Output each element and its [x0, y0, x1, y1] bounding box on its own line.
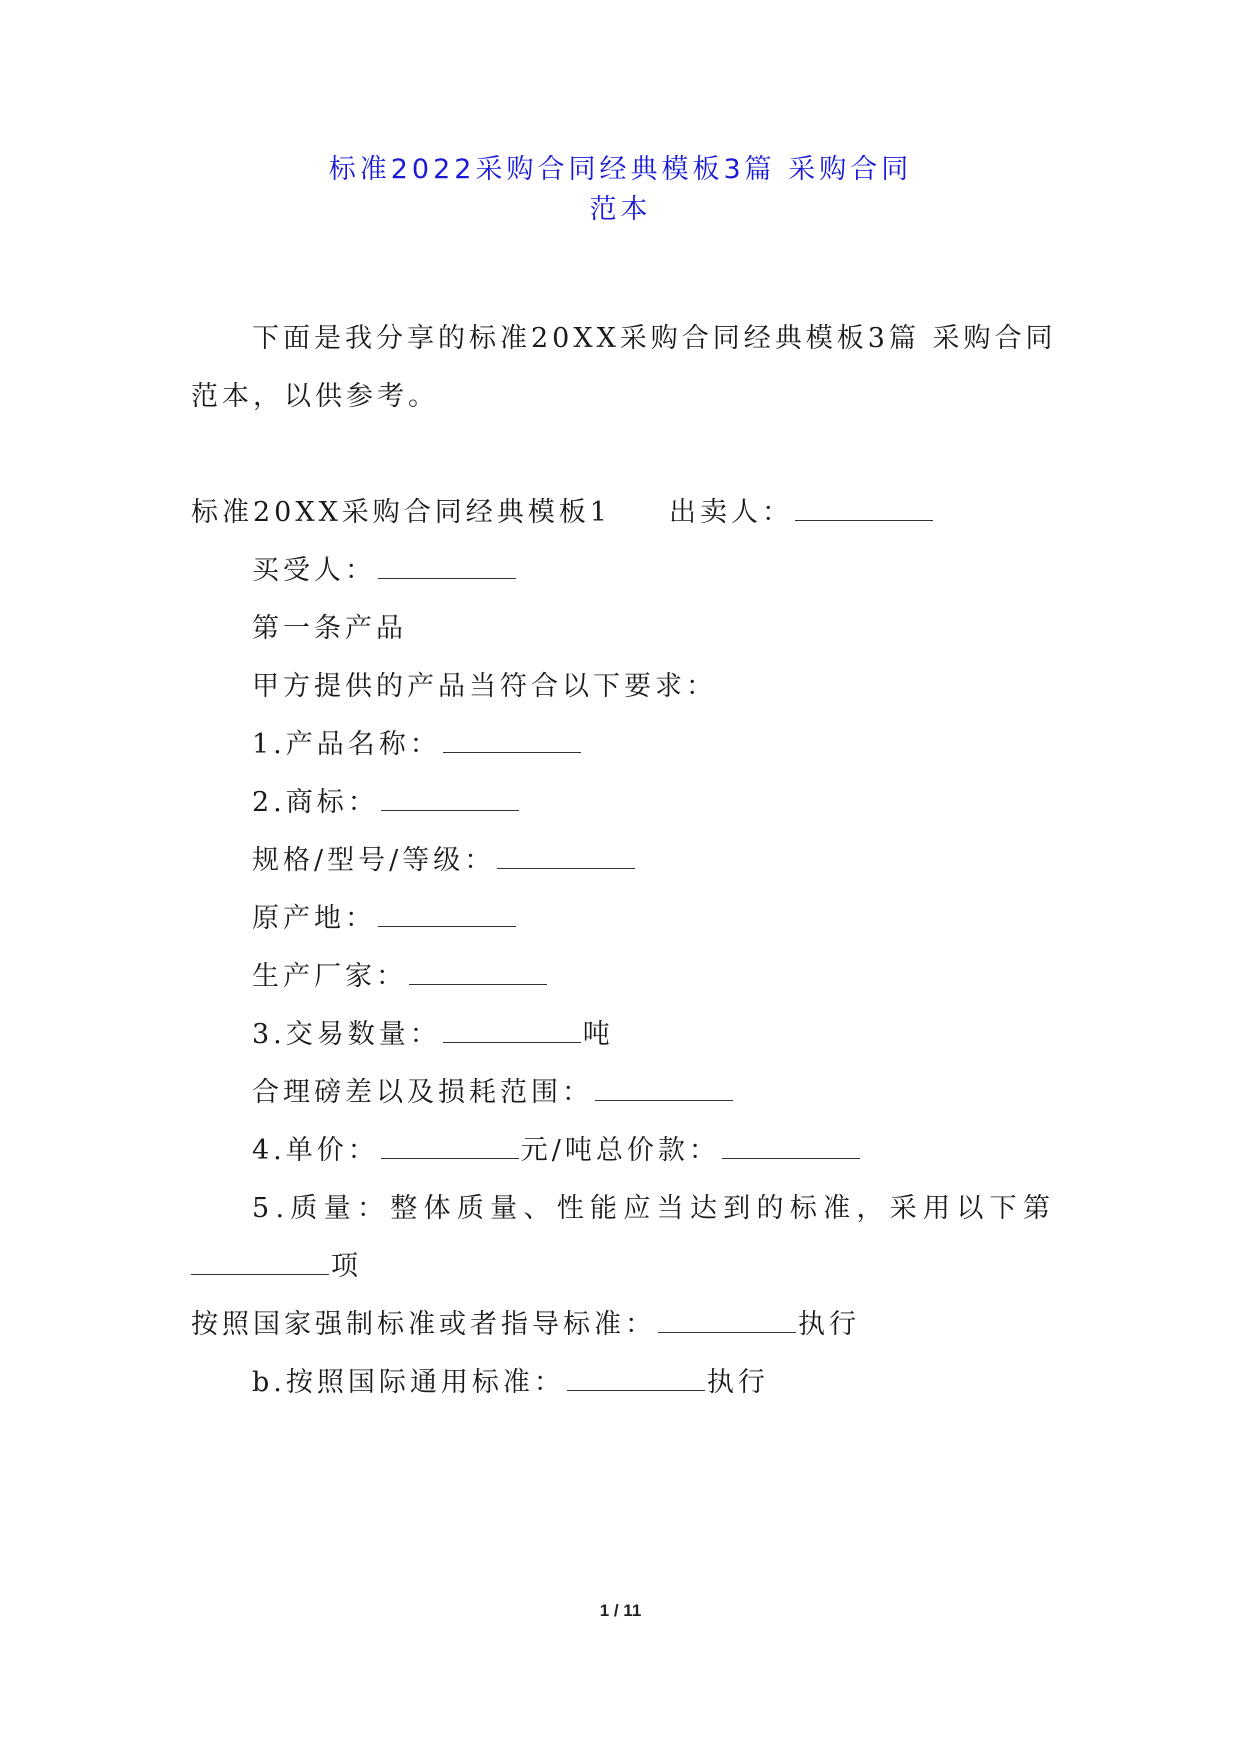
intl-standard-row: [252, 1363, 769, 1403]
title-line-2: 范本: [589, 194, 652, 225]
quality-line-1: 5.质量：整体质量、性能应当达到的标准，采用以下第: [252, 1193, 1057, 1224]
national-standard-label: 按照国家强制标准或者指导标准：: [191, 1309, 656, 1340]
product-name-row: [252, 725, 583, 765]
title-line-1: 标准2022采购合同经典模板3篇 采购合同: [328, 154, 913, 185]
seller-blank: [795, 494, 933, 521]
tolerance-row: [252, 1073, 735, 1113]
spec-label: 规格/型号/等级：: [252, 845, 496, 876]
quantity-row: [252, 1015, 614, 1055]
trademark-label: 2.商标：: [252, 787, 379, 818]
intl-standard-blank: [567, 1364, 705, 1391]
price-label: 4.单价：: [252, 1135, 379, 1166]
national-standard-execute: 执行: [798, 1309, 860, 1340]
product-name-blank: [443, 726, 581, 753]
trademark-blank: [381, 784, 519, 811]
contract-heading-row: [191, 493, 935, 533]
origin-label: 原产地：: [252, 903, 376, 934]
manufacturer-blank: [409, 958, 547, 985]
requirement-line: 甲方提供的产品当符合以下要求：: [252, 671, 717, 702]
quantity-unit: 吨: [582, 1019, 614, 1050]
national-standard-row: [191, 1305, 860, 1345]
product-name-label: 1.产品名称：: [252, 729, 441, 760]
quality-blank: [191, 1248, 329, 1275]
spec-blank: [497, 842, 635, 869]
national-standard-blank: [658, 1306, 796, 1333]
document-title: [150, 150, 1091, 230]
intl-standard-label: b.按照国际通用标准：: [252, 1367, 565, 1398]
intro-line-2: 范本，以供参考。: [191, 381, 439, 412]
seller-label: 出卖人：: [668, 497, 793, 528]
intl-standard-execute: 执行: [706, 1367, 769, 1398]
buyer-label: 买受人：: [252, 555, 376, 586]
tolerance-label: 合理磅差以及损耗范围：: [252, 1077, 593, 1108]
buyer-blank: [378, 552, 516, 579]
spec-row: [252, 841, 637, 881]
total-price-blank: [722, 1132, 860, 1159]
quantity-blank: [443, 1016, 581, 1043]
trademark-row: [252, 783, 521, 823]
manufacturer-label: 生产厂家：: [252, 961, 407, 992]
price-blank: [381, 1132, 519, 1159]
origin-blank: [378, 900, 516, 927]
quality-line-2: [191, 1247, 362, 1287]
buyer-row: [252, 551, 518, 591]
price-unit: 元/吨总价款：: [520, 1135, 720, 1166]
quality-item-suffix: 项: [331, 1251, 362, 1282]
article-1: 第一条产品: [252, 613, 407, 644]
page-number: 1 / 11: [599, 1601, 642, 1620]
quantity-label: 3.交易数量：: [252, 1019, 441, 1050]
intro-line-1: 下面是我分享的标准20XX采购合同经典模板3篇 采购合同: [252, 323, 1057, 354]
origin-row: [252, 899, 518, 939]
manufacturer-row: [252, 957, 549, 997]
tolerance-blank: [595, 1074, 733, 1101]
contract-heading: 标准20XX采购合同经典模板1: [191, 497, 611, 528]
price-row: [252, 1131, 862, 1171]
